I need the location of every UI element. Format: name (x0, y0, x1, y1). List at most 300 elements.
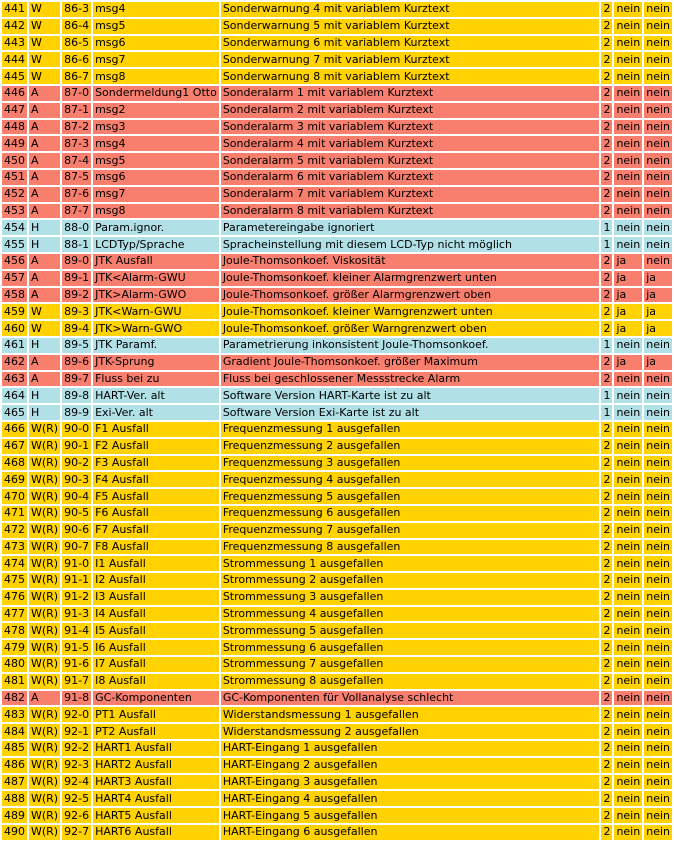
message-type: A (29, 169, 60, 186)
message-code: 91-3 (62, 606, 91, 623)
message-flag-2: ja (644, 270, 672, 287)
message-long-text: HART-Eingang 3 ausgefallen (221, 774, 600, 791)
message-priority: 2 (601, 287, 612, 304)
message-long-text: Sonderalarm 4 mit variablem Kurztext (221, 135, 600, 152)
message-flag-1: nein (614, 606, 642, 623)
message-type: W(R) (29, 740, 60, 757)
message-short-text: msg8 (93, 203, 219, 220)
message-flag-1: nein (614, 522, 642, 539)
message-priority: 2 (601, 555, 612, 572)
table-row (2, 85, 672, 102)
message-long-text: Sonderalarm 7 mit variablem Kurztext (221, 186, 600, 203)
message-long-text: Software Version HART-Karte ist zu alt (221, 387, 600, 404)
message-short-text: GC-Komponenten (93, 690, 219, 707)
message-flag-2: nein (644, 807, 672, 824)
message-number: 448 (2, 119, 27, 136)
message-flag-2: nein (644, 639, 672, 656)
message-short-text: HART6 Ausfall (93, 824, 219, 841)
message-flag-1: ja (614, 303, 642, 320)
message-type: W(R) (29, 555, 60, 572)
message-number: 471 (2, 505, 27, 522)
message-type: W (29, 18, 60, 35)
message-short-text: HART-Ver. alt (93, 387, 219, 404)
message-code: 90-2 (62, 455, 91, 472)
message-priority: 1 (601, 404, 612, 421)
message-flag-1: nein (614, 186, 642, 203)
message-short-text: msg8 (93, 68, 219, 85)
message-short-text: JTK Paramf. (93, 337, 219, 354)
message-flag-1: nein (614, 774, 642, 791)
table-row (2, 555, 672, 572)
message-type: W(R) (29, 488, 60, 505)
message-number: 449 (2, 135, 27, 152)
table-row (2, 303, 672, 320)
message-flag-1: nein (614, 706, 642, 723)
message-code: 91-6 (62, 656, 91, 673)
message-type: W(R) (29, 522, 60, 539)
message-number: 484 (2, 723, 27, 740)
message-flag-1: ja (614, 287, 642, 304)
message-priority: 2 (601, 51, 612, 68)
message-code: 86-7 (62, 68, 91, 85)
message-flag-1: nein (614, 203, 642, 220)
table-row (2, 438, 672, 455)
message-priority: 2 (601, 455, 612, 472)
table-row (2, 287, 672, 304)
message-long-text: Parametrierung inkonsistent Joule-Thomsonkoef. (221, 337, 600, 354)
message-code: 89-9 (62, 404, 91, 421)
message-type: W(R) (29, 656, 60, 673)
message-code: 91-0 (62, 555, 91, 572)
message-code: 86-5 (62, 35, 91, 52)
message-code: 89-8 (62, 387, 91, 404)
message-long-text: Strommessung 6 ausgefallen (221, 639, 600, 656)
message-flag-2: nein (644, 774, 672, 791)
message-priority: 2 (601, 690, 612, 707)
message-code: 87-3 (62, 135, 91, 152)
message-long-text: Sonderwarnung 6 mit variablem Kurztext (221, 35, 600, 52)
message-short-text: HART1 Ausfall (93, 740, 219, 757)
message-short-text: LCDTyp/Sprache (93, 236, 219, 253)
message-priority: 2 (601, 505, 612, 522)
message-number: 463 (2, 371, 27, 388)
message-flag-1: nein (614, 337, 642, 354)
message-long-text: GC-Komponenten für Vollanalyse schlecht (221, 690, 600, 707)
message-type: W (29, 35, 60, 52)
message-long-text: Strommessung 4 ausgefallen (221, 606, 600, 623)
message-number: 457 (2, 270, 27, 287)
message-type: W(R) (29, 505, 60, 522)
message-long-text: Fluss bei geschlossener Messstrecke Alarm (221, 371, 600, 388)
message-flag-2: ja (644, 354, 672, 371)
message-long-text: Joule-Thomsonkoef. kleiner Alarmgrenzwert unten (221, 270, 600, 287)
message-flag-1: nein (614, 35, 642, 52)
table-row (2, 404, 672, 421)
message-flag-1: nein (614, 438, 642, 455)
message-long-text: Sonderalarm 6 mit variablem Kurztext (221, 169, 600, 186)
message-short-text: JTK-Sprung (93, 354, 219, 371)
message-priority: 2 (601, 606, 612, 623)
message-type: W(R) (29, 673, 60, 690)
message-long-text: Gradient Joule-Thomsonkoef. größer Maximum (221, 354, 600, 371)
message-number: 489 (2, 807, 27, 824)
message-short-text: I3 Ausfall (93, 589, 219, 606)
message-flag-1: nein (614, 371, 642, 388)
message-flag-1: nein (614, 85, 642, 102)
message-flag-2: nein (644, 135, 672, 152)
message-number: 476 (2, 589, 27, 606)
table-row (2, 505, 672, 522)
message-code: 89-1 (62, 270, 91, 287)
message-code: 89-0 (62, 253, 91, 270)
message-priority: 2 (601, 539, 612, 556)
message-code: 87-2 (62, 119, 91, 136)
message-flag-1: nein (614, 18, 642, 35)
message-flag-2: nein (644, 740, 672, 757)
message-number: 466 (2, 421, 27, 438)
message-type: W(R) (29, 438, 60, 455)
message-flag-2: nein (644, 790, 672, 807)
message-number: 452 (2, 186, 27, 203)
message-type: W(R) (29, 471, 60, 488)
message-number: 461 (2, 337, 27, 354)
message-code: 92-0 (62, 706, 91, 723)
message-type: A (29, 203, 60, 220)
message-short-text: msg6 (93, 35, 219, 52)
message-flag-2: nein (644, 119, 672, 136)
message-long-text: Sonderalarm 8 mit variablem Kurztext (221, 203, 600, 220)
message-priority: 2 (601, 774, 612, 791)
message-long-text: Sonderwarnung 5 mit variablem Kurztext (221, 18, 600, 35)
table-row (2, 1, 672, 18)
message-code: 91-4 (62, 622, 91, 639)
message-short-text: I1 Ausfall (93, 555, 219, 572)
message-flag-2: nein (644, 371, 672, 388)
message-priority: 2 (601, 320, 612, 337)
message-flag-1: nein (614, 102, 642, 119)
message-type: W (29, 303, 60, 320)
message-code: 90-4 (62, 488, 91, 505)
message-code: 89-2 (62, 287, 91, 304)
message-flag-1: nein (614, 740, 642, 757)
message-short-text: HART5 Ausfall (93, 807, 219, 824)
message-type: W (29, 1, 60, 18)
message-code: 89-7 (62, 371, 91, 388)
message-short-text: msg4 (93, 1, 219, 18)
message-short-text: msg6 (93, 169, 219, 186)
message-number: 478 (2, 622, 27, 639)
message-flag-1: nein (614, 152, 642, 169)
message-code: 90-5 (62, 505, 91, 522)
message-priority: 2 (601, 656, 612, 673)
message-long-text: Spracheinstellung mit diesem LCD-Typ nicht möglich (221, 236, 600, 253)
message-code: 87-6 (62, 186, 91, 203)
message-flag-1: nein (614, 723, 642, 740)
message-type: W(R) (29, 757, 60, 774)
message-flag-2: nein (644, 690, 672, 707)
message-number: 445 (2, 68, 27, 85)
message-short-text: F2 Ausfall (93, 438, 219, 455)
message-type: A (29, 102, 60, 119)
message-long-text: Strommessung 2 ausgefallen (221, 572, 600, 589)
message-long-text: Frequenzmessung 1 ausgefallen (221, 421, 600, 438)
message-code: 92-4 (62, 774, 91, 791)
table-row (2, 690, 672, 707)
message-flag-2: nein (644, 102, 672, 119)
message-flag-2: ja (644, 287, 672, 304)
message-flag-1: nein (614, 690, 642, 707)
message-flag-1: nein (614, 824, 642, 841)
message-short-text: Param.ignor. (93, 219, 219, 236)
message-short-text: I6 Ausfall (93, 639, 219, 656)
message-type: A (29, 270, 60, 287)
message-long-text: Widerstandsmessung 1 ausgefallen (221, 706, 600, 723)
table-row (2, 371, 672, 388)
message-short-text: Sondermeldung1 Otto (93, 85, 219, 102)
message-number: 479 (2, 639, 27, 656)
message-priority: 2 (601, 354, 612, 371)
message-short-text: msg7 (93, 186, 219, 203)
message-priority: 2 (601, 824, 612, 841)
message-code: 86-6 (62, 51, 91, 68)
message-type: W(R) (29, 606, 60, 623)
message-short-text: HART3 Ausfall (93, 774, 219, 791)
message-flag-1: nein (614, 119, 642, 136)
message-number: 455 (2, 236, 27, 253)
message-type: A (29, 85, 60, 102)
table-row (2, 455, 672, 472)
table-row (2, 320, 672, 337)
message-number: 456 (2, 253, 27, 270)
table-row (2, 186, 672, 203)
message-number: 441 (2, 1, 27, 18)
message-number: 467 (2, 438, 27, 455)
message-type: W(R) (29, 539, 60, 556)
message-long-text: Frequenzmessung 5 ausgefallen (221, 488, 600, 505)
message-priority: 1 (601, 337, 612, 354)
message-short-text: msg4 (93, 135, 219, 152)
message-flag-2: nein (644, 404, 672, 421)
message-priority: 2 (601, 488, 612, 505)
message-type: W(R) (29, 421, 60, 438)
message-priority: 2 (601, 706, 612, 723)
message-short-text: msg2 (93, 102, 219, 119)
message-long-text: Frequenzmessung 2 ausgefallen (221, 438, 600, 455)
message-type: W (29, 51, 60, 68)
message-priority: 2 (601, 622, 612, 639)
table-row (2, 706, 672, 723)
message-number: 470 (2, 488, 27, 505)
message-short-text: F4 Ausfall (93, 471, 219, 488)
message-type: A (29, 354, 60, 371)
message-flag-2: nein (644, 673, 672, 690)
message-long-text: Widerstandsmessung 2 ausgefallen (221, 723, 600, 740)
message-long-text: Sonderalarm 1 mit variablem Kurztext (221, 85, 600, 102)
message-flag-1: nein (614, 572, 642, 589)
message-long-text: Frequenzmessung 7 ausgefallen (221, 522, 600, 539)
message-priority: 2 (601, 152, 612, 169)
message-number: 446 (2, 85, 27, 102)
message-number: 459 (2, 303, 27, 320)
message-long-text: Strommessung 8 ausgefallen (221, 673, 600, 690)
message-number: 472 (2, 522, 27, 539)
table-row (2, 203, 672, 220)
message-flag-2: nein (644, 35, 672, 52)
message-number: 477 (2, 606, 27, 623)
message-code: 86-4 (62, 18, 91, 35)
message-type: A (29, 371, 60, 388)
message-flag-1: nein (614, 51, 642, 68)
message-short-text: JTK>Warn-GWO (93, 320, 219, 337)
table-row (2, 270, 672, 287)
message-short-text: Fluss bei zu (93, 371, 219, 388)
table-row (2, 421, 672, 438)
message-code: 91-8 (62, 690, 91, 707)
message-flag-2: nein (644, 236, 672, 253)
table-row (2, 673, 672, 690)
message-flag-2: nein (644, 169, 672, 186)
message-flag-2: nein (644, 253, 672, 270)
message-type: W (29, 68, 60, 85)
message-number: 464 (2, 387, 27, 404)
message-short-text: PT2 Ausfall (93, 723, 219, 740)
message-flag-2: nein (644, 606, 672, 623)
message-code: 87-0 (62, 85, 91, 102)
message-table-body (2, 1, 672, 841)
message-flag-2: nein (644, 488, 672, 505)
message-priority: 2 (601, 421, 612, 438)
message-flag-2: ja (644, 320, 672, 337)
message-flag-1: ja (614, 320, 642, 337)
message-flag-2: nein (644, 824, 672, 841)
message-code: 92-1 (62, 723, 91, 740)
message-priority: 2 (601, 186, 612, 203)
message-priority: 2 (601, 673, 612, 690)
table-row (2, 522, 672, 539)
message-flag-2: nein (644, 421, 672, 438)
message-priority: 2 (601, 639, 612, 656)
table-row (2, 51, 672, 68)
table-row (2, 387, 672, 404)
message-code: 88-1 (62, 236, 91, 253)
message-code: 87-7 (62, 203, 91, 220)
message-code: 90-1 (62, 438, 91, 455)
message-flag-2: nein (644, 1, 672, 18)
message-type: W(R) (29, 723, 60, 740)
message-flag-2: nein (644, 723, 672, 740)
message-code: 90-0 (62, 421, 91, 438)
message-number: 453 (2, 203, 27, 220)
message-priority: 2 (601, 438, 612, 455)
message-flag-2: ja (644, 303, 672, 320)
message-code: 86-3 (62, 1, 91, 18)
message-short-text: F8 Ausfall (93, 539, 219, 556)
message-flag-2: nein (644, 505, 672, 522)
message-type: W(R) (29, 639, 60, 656)
message-code: 89-4 (62, 320, 91, 337)
message-code: 90-6 (62, 522, 91, 539)
message-flag-1: nein (614, 421, 642, 438)
message-number: 458 (2, 287, 27, 304)
table-row (2, 639, 672, 656)
message-number: 442 (2, 18, 27, 35)
message-flag-2: nein (644, 706, 672, 723)
table-row (2, 102, 672, 119)
message-long-text: Frequenzmessung 4 ausgefallen (221, 471, 600, 488)
message-flag-1: nein (614, 639, 642, 656)
message-flag-1: nein (614, 622, 642, 639)
table-row (2, 169, 672, 186)
message-code: 92-7 (62, 824, 91, 841)
message-short-text: msg3 (93, 119, 219, 136)
message-flag-1: nein (614, 236, 642, 253)
message-flag-2: nein (644, 471, 672, 488)
message-flag-2: nein (644, 757, 672, 774)
message-number: 490 (2, 824, 27, 841)
message-priority: 1 (601, 236, 612, 253)
message-priority: 2 (601, 35, 612, 52)
message-priority: 2 (601, 18, 612, 35)
message-priority: 2 (601, 1, 612, 18)
message-type: W(R) (29, 589, 60, 606)
message-long-text: Frequenzmessung 6 ausgefallen (221, 505, 600, 522)
message-flag-1: nein (614, 656, 642, 673)
message-flag-1: nein (614, 505, 642, 522)
message-type: H (29, 219, 60, 236)
message-priority: 2 (601, 371, 612, 388)
message-type: H (29, 387, 60, 404)
table-row (2, 488, 672, 505)
message-number: 481 (2, 673, 27, 690)
message-code: 91-5 (62, 639, 91, 656)
message-number: 485 (2, 740, 27, 757)
message-long-text: Frequenzmessung 3 ausgefallen (221, 455, 600, 472)
message-code: 89-3 (62, 303, 91, 320)
message-long-text: HART-Eingang 1 ausgefallen (221, 740, 600, 757)
message-type: W(R) (29, 622, 60, 639)
message-code: 90-3 (62, 471, 91, 488)
message-short-text: I5 Ausfall (93, 622, 219, 639)
table-row (2, 18, 672, 35)
message-priority: 2 (601, 790, 612, 807)
table-row (2, 622, 672, 639)
message-long-text: Strommessung 3 ausgefallen (221, 589, 600, 606)
message-number: 465 (2, 404, 27, 421)
table-row (2, 119, 672, 136)
message-long-text: HART-Eingang 6 ausgefallen (221, 824, 600, 841)
message-short-text: F3 Ausfall (93, 455, 219, 472)
message-flag-2: nein (644, 622, 672, 639)
message-flag-2: nein (644, 219, 672, 236)
message-flag-1: nein (614, 68, 642, 85)
table-row (2, 589, 672, 606)
table-row (2, 572, 672, 589)
message-priority: 2 (601, 102, 612, 119)
message-number: 480 (2, 656, 27, 673)
message-priority: 2 (601, 169, 612, 186)
message-code: 90-7 (62, 539, 91, 556)
message-type: A (29, 253, 60, 270)
message-type: W(R) (29, 706, 60, 723)
message-number: 482 (2, 690, 27, 707)
message-number: 450 (2, 152, 27, 169)
message-flag-2: nein (644, 85, 672, 102)
message-flag-2: nein (644, 589, 672, 606)
message-long-text: Joule-Thomsonkoef. kleiner Warngrenzwert unten (221, 303, 600, 320)
message-long-text: Strommessung 7 ausgefallen (221, 656, 600, 673)
message-long-text: Sonderalarm 3 mit variablem Kurztext (221, 119, 600, 136)
message-number: 468 (2, 455, 27, 472)
